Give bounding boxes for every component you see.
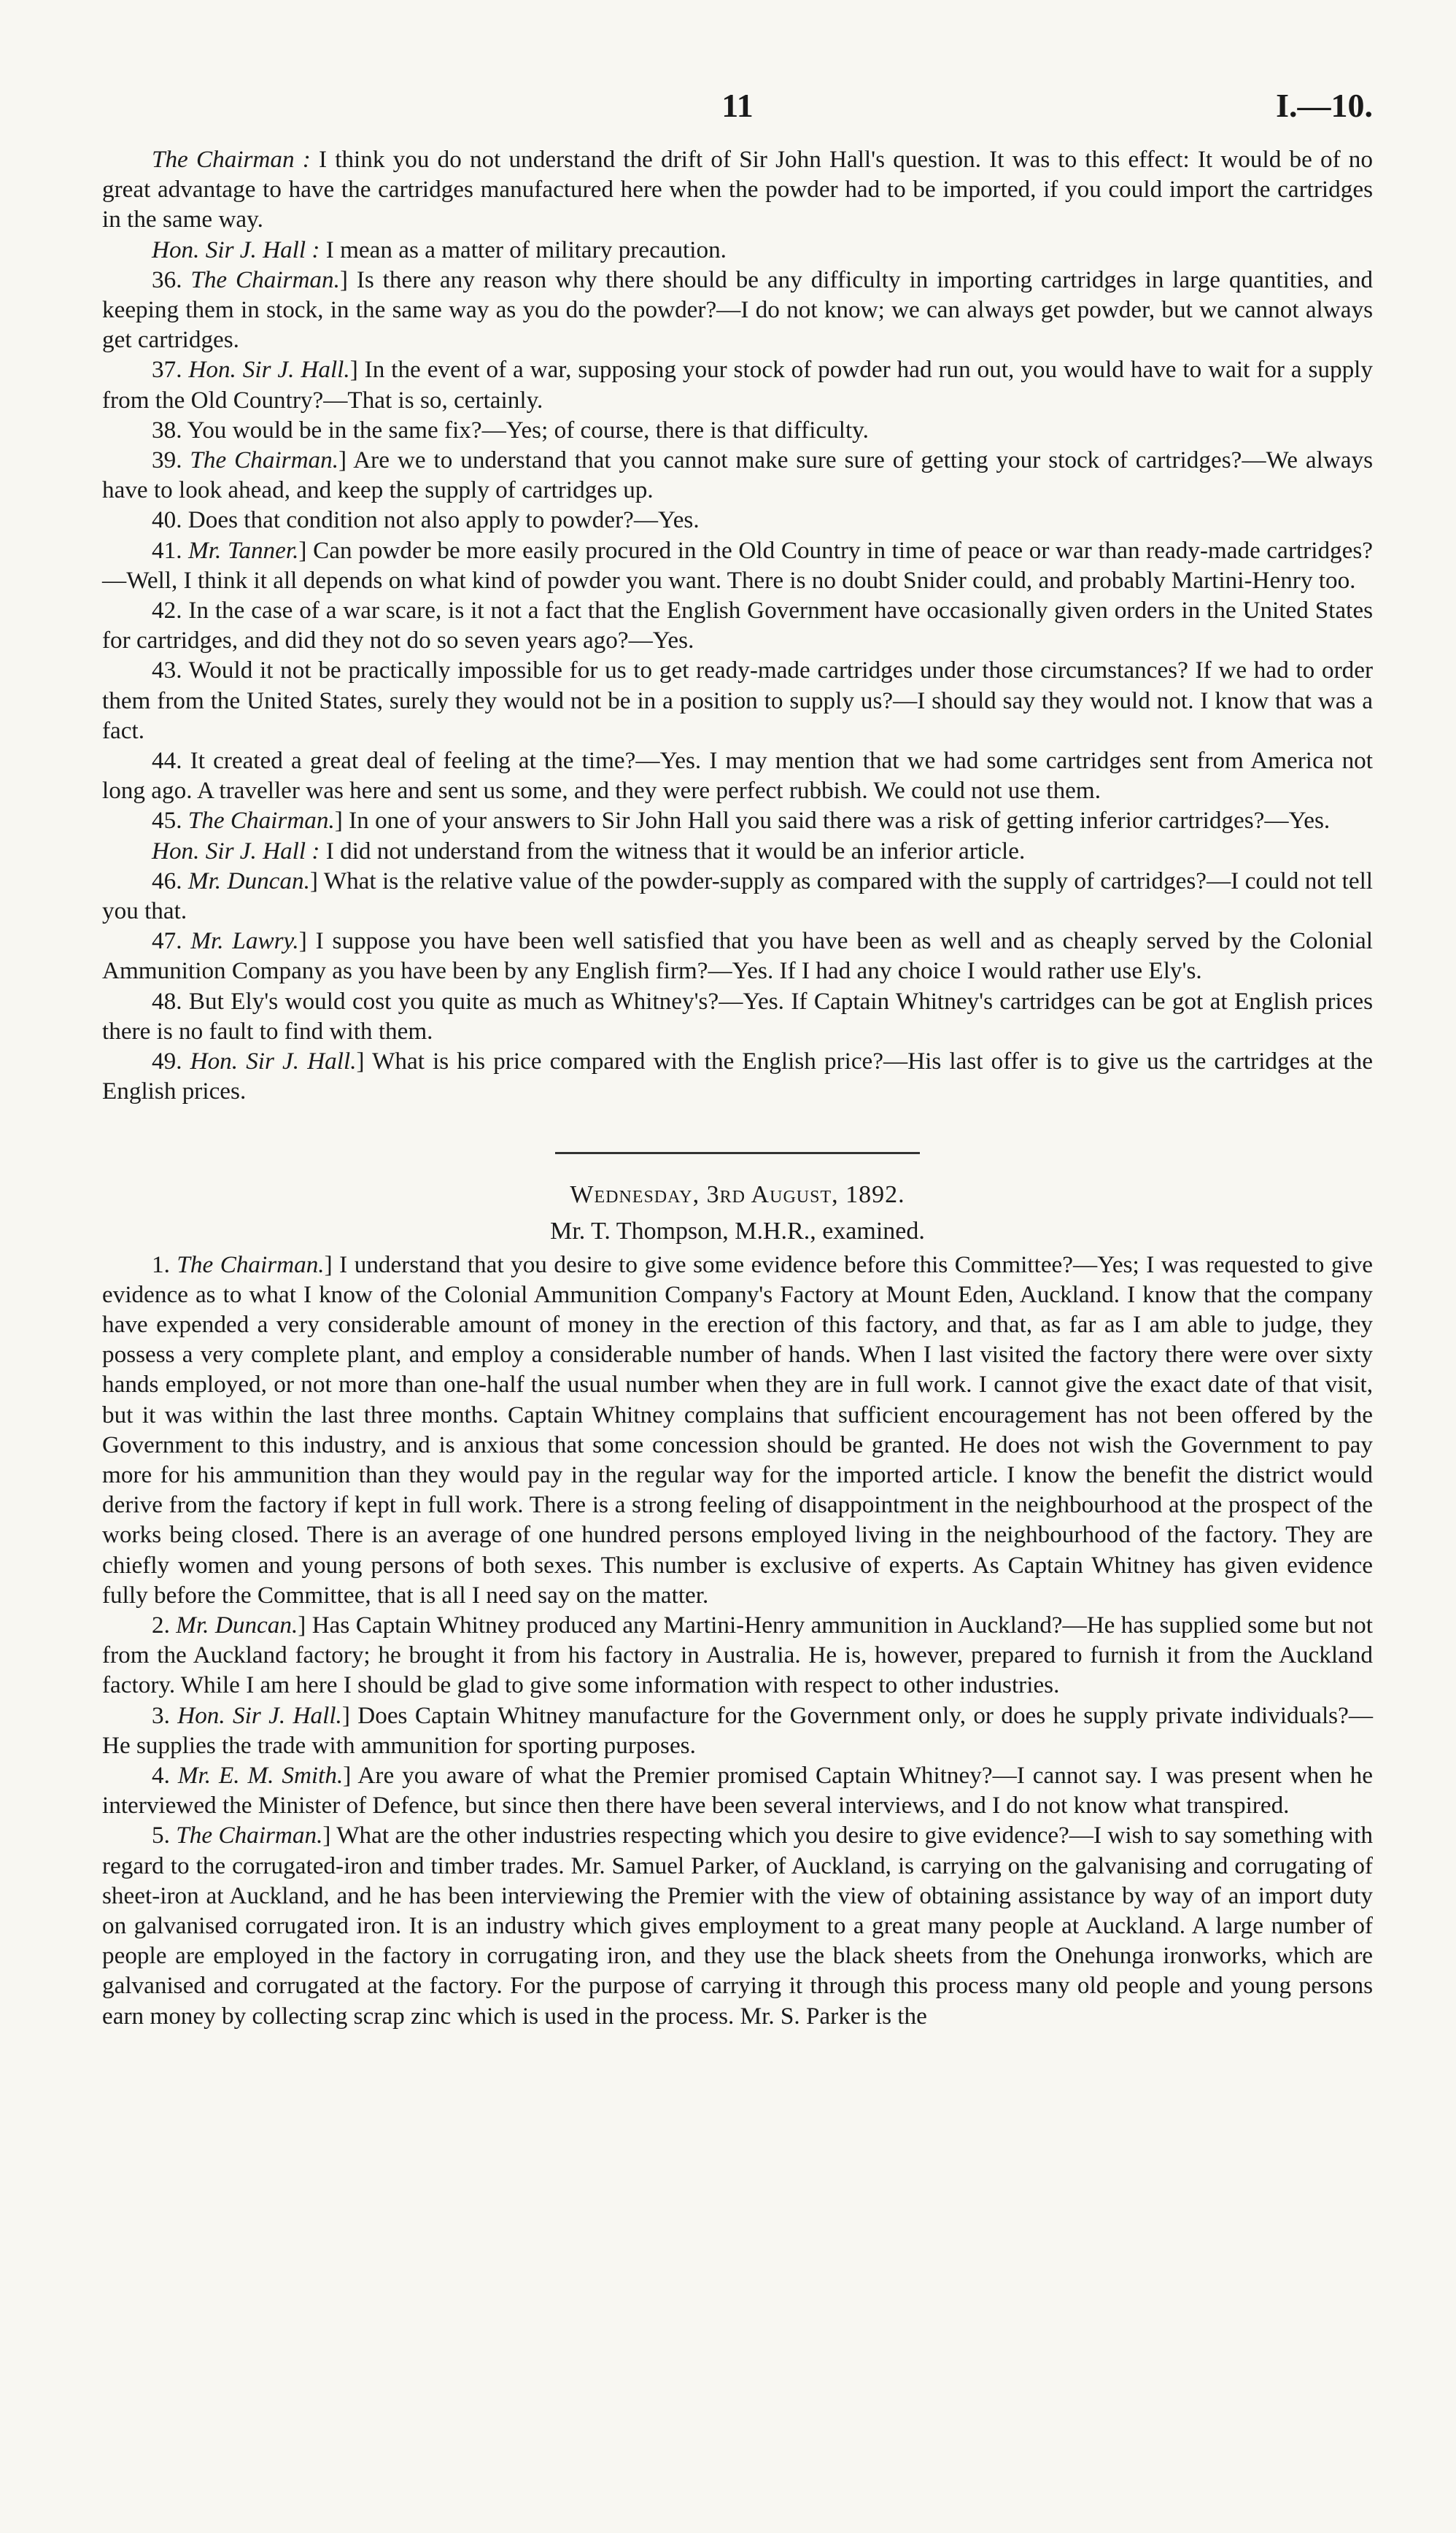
evidence-text: I think you do not understand the drift of Sir John Hall's question. It was to this effect: It would be of no great advantage to have the cartridges manufactured here when the powder had to be imported, if you could import the cartridges in the same way.: [102, 146, 1373, 233]
question-number: 36.: [152, 266, 191, 293]
speaker-name: Mr. E. M. Smith.: [177, 1761, 344, 1789]
speaker-name: The Chairman.: [187, 807, 335, 835]
speaker-name: The Chairman.: [176, 1822, 323, 1849]
evidence-paragraph: [102, 836, 1373, 866]
question-number: 37.: [152, 356, 189, 384]
evidence-paragraph: [102, 866, 1373, 926]
evidence-paragraph: [102, 746, 1373, 805]
question-number: 40.: [152, 506, 188, 534]
speaker-name: Mr. Duncan.: [187, 867, 310, 894]
speaker-name: Hon. Sir J. Hall :: [152, 837, 320, 865]
evidence-paragraph: [102, 235, 1373, 265]
question-number: 42.: [152, 597, 189, 624]
question-number: 49.: [152, 1048, 190, 1075]
evidence-section-1: [102, 144, 1373, 1107]
evidence-text: ] In the event of a war, supposing your stock of powder had run out, you would have to wait for a supply from the Old Country?—That is so, certainly.: [102, 356, 1373, 414]
evidence-text: ] I suppose you have been well satisfied that you have been as well and as cheaply served by the Colonial Ammunition Company as you have been by any English firm?—Yes. If I had any choice I would rather use Ely's.: [102, 927, 1374, 985]
speaker-name: Mr. Lawry.: [190, 927, 299, 955]
evidence-text: ] Are you aware of what the Premier promised Captain Whitney?—I cannot say. I was present when he interviewed the Minister of Defence, but since then there have been several interviews, and I do not know what transpired.: [102, 1761, 1373, 1819]
section-divider: [555, 1152, 920, 1154]
evidence-paragraph: [102, 445, 1373, 505]
section-divider-wrap: [102, 1107, 1373, 1177]
evidence-text: ] What is the relative value of the powder-supply as compared with the supply of cartridges?—I could not tell you that.: [102, 867, 1374, 925]
evidence-text: I mean as a matter of military precaution.: [320, 236, 727, 263]
speaker-name: The Chairman.: [190, 446, 339, 474]
evidence-paragraph: [102, 1820, 1373, 2030]
evidence-text: I did not understand from the witness that it would be an inferior article.: [320, 837, 1026, 865]
evidence-paragraph: [102, 1701, 1373, 1760]
question-number: 5.: [152, 1822, 177, 1849]
question-number: 2.: [152, 1611, 177, 1639]
question-number: 44.: [152, 747, 190, 775]
speaker-name: Hon. Sir J. Hall.: [177, 1701, 342, 1729]
question-number: 47.: [152, 927, 191, 955]
evidence-text: ] I understand that you desire to give some evidence before this Committee?—Yes; I was requested to give evidence as to what I know of the Colonial Ammunition Company's Factory at Mount Eden, Auckland. I know that the company have expended a very considerable amount of money in the erection of this factory, and that, as far as I am able to judge, they possess a very complete plant, and employ a considerable number of hands. When I last visited the factory there were over sixty hands employed, or not more than one-half the usual number when they are in full work. I cannot give the exact date of that visit, but it was within the last three months. Captain Whitney complains that sufficient encouragement has not been offered by the Government to this industry, and is anxious that some concession should be granted. He does not wish the Government to pay more for his ammunition than they would pay in the regular way for the imported article. I know the benefit the district would derive from the factory if kept in full work. There is a strong feeling of disappointment in the neighbourhood at the prospect of the works being closed. There is an average of one hundred persons employed living in the neighbourhood of the factory. They are chiefly women and young persons of both sexes. This number is exclusive of experts. As Captain Whitney has given evidence fully before the Committee, that is all I need say on the matter.: [102, 1250, 1374, 1609]
evidence-text: ] Is there any reason why there should be any difficulty in importing cartridges in large quantities, and keeping them in stock, in the same way as you do the powder?—I do not know; we can always get powder, but we cannot always get cartridges.: [102, 266, 1374, 354]
speaker-name: The Chairman.: [190, 266, 340, 293]
question-number: 39.: [152, 446, 190, 474]
evidence-paragraph: [102, 1760, 1373, 1820]
evidence-paragraph: [102, 595, 1373, 655]
evidence-text: It created a great deal of feeling at the time?—Yes. I may mention that we had some cartridges sent from America not long ago. A traveller was here and sent us some, and they were perfect rubbish. We could not use them.: [102, 747, 1373, 805]
witness-heading: Mr. T. Thompson, M.H.R., examined.: [550, 1217, 925, 1245]
evidence-paragraph: [102, 1250, 1373, 1610]
evidence-paragraph: [102, 535, 1373, 595]
evidence-paragraph: [102, 926, 1373, 986]
evidence-paragraph: [102, 1610, 1373, 1701]
question-number: 46.: [152, 867, 188, 894]
page-header: [102, 86, 1373, 144]
question-number: 38.: [152, 416, 187, 444]
evidence-text: ] Does Captain Whitney manufacture for the Government only, or does he supply private individuals?—He supplies the trade with ammunition for sporting purposes.: [102, 1701, 1374, 1759]
speaker-name: Hon. Sir J. Hall.: [190, 1048, 357, 1075]
speaker-name: The Chairman.: [177, 1250, 325, 1278]
evidence-text: ] Has Captain Whitney produced any Martini-Henry ammunition in Auckland?—He has supplied some but not from the Auckland factory; he brought it from his factory in Australia. He is, however, prepared to furnish it from the Auckland factory. While I am here I should be glad to give some information with respect to other industries.: [102, 1611, 1373, 1699]
evidence-text: ] What are the other industries respecting which you desire to give evidence?—I wish to say something with regard to the corrugated-iron and timber trades. Mr. Samuel Parker, of Auckland, is carrying on the galvanising and corrugating of sheet-iron at Auckland, and he has been interviewing the Premier with the view of obtaining assistance by way of an import duty on galvanised corrugated iron. It is an industry which gives employment to a great many people at Auckland. A large number of people are employed in the factory in corrugating iron, and they use the black sheets from the Onehunga ironworks, which are galvanised and corrugated at the factory. For the purpose of carrying it through this process many old people and young persons earn money by collecting scrap zinc which is used in the process. Mr. S. Parker is the: [102, 1822, 1373, 2030]
question-number: 43.: [152, 657, 189, 684]
evidence-paragraph: [102, 265, 1373, 355]
evidence-section-2: [102, 1250, 1373, 2031]
evidence-text: In the case of a war scare, is it not a fact that the English Government have occasionally given orders in the United States for cartridges, and did they not do so seven years ago?—Yes.: [102, 597, 1373, 654]
evidence-text: But Ely's would cost you quite as much as Whitney's?—Yes. If Captain Whitney's cartridges can be got at English prices there is no fault to find with them.: [102, 987, 1373, 1045]
evidence-paragraph: [102, 1046, 1373, 1106]
evidence-text: Does that condition not also apply to powder?—Yes.: [187, 506, 700, 534]
evidence-paragraph: [102, 505, 1373, 535]
speaker-name: Mr. Tanner.: [188, 536, 299, 564]
evidence-paragraph: [102, 144, 1373, 235]
evidence-text: You would be in the same fix?—Yes; of course, there is that difficulty.: [187, 416, 869, 444]
document-page: [102, 86, 1373, 2031]
evidence-text: ] Can powder be more easily procured in the Old Country in time of peace or war than ready-made cartridges?—Well, I think it all depends on what kind of powder you want. There is no doubt Snider could, and probably Martini-Henry too.: [102, 536, 1374, 594]
evidence-paragraph: [102, 415, 1373, 445]
question-number: 41.: [152, 536, 189, 564]
evidence-text: ] What is his price compared with the English price?—His last offer is to give us the cartridges at the English prices.: [102, 1048, 1374, 1105]
evidence-paragraph: [102, 986, 1373, 1046]
evidence-text: ] In one of your answers to Sir John Hall you said there was a risk of getting inferior cartridges?—Yes.: [334, 807, 1331, 835]
question-number: 45.: [152, 807, 188, 835]
question-number: 4.: [152, 1761, 178, 1789]
evidence-text: ] Are we to understand that you cannot make sure sure of getting your stock of cartridges?—We always have to look ahead, and keep the supply of cartridges up.: [102, 446, 1374, 504]
series-reference: I.—10.: [1276, 87, 1373, 124]
question-number: 3.: [152, 1701, 178, 1729]
speaker-name: Hon. Sir J. Hall.: [188, 356, 350, 384]
evidence-paragraph: [102, 655, 1373, 746]
evidence-text: Would it not be practically impossible for us to get ready-made cartridges under those circumstances? If we had to order them from the United States, surely they would not be in a position to supply us?—I should say they would not. I know that was a fact.: [102, 657, 1373, 744]
question-number: 1.: [152, 1250, 177, 1278]
date-heading: Wednesday, 3rd August, 1892.: [570, 1180, 905, 1208]
page-number: 11: [721, 87, 754, 124]
speaker-name: The Chairman :: [152, 146, 311, 173]
speaker-name: Mr. Duncan.: [176, 1611, 298, 1639]
speaker-name: Hon. Sir J. Hall :: [152, 236, 320, 263]
question-number: 48.: [152, 987, 189, 1015]
evidence-paragraph: [102, 805, 1373, 835]
evidence-paragraph: [102, 355, 1373, 414]
